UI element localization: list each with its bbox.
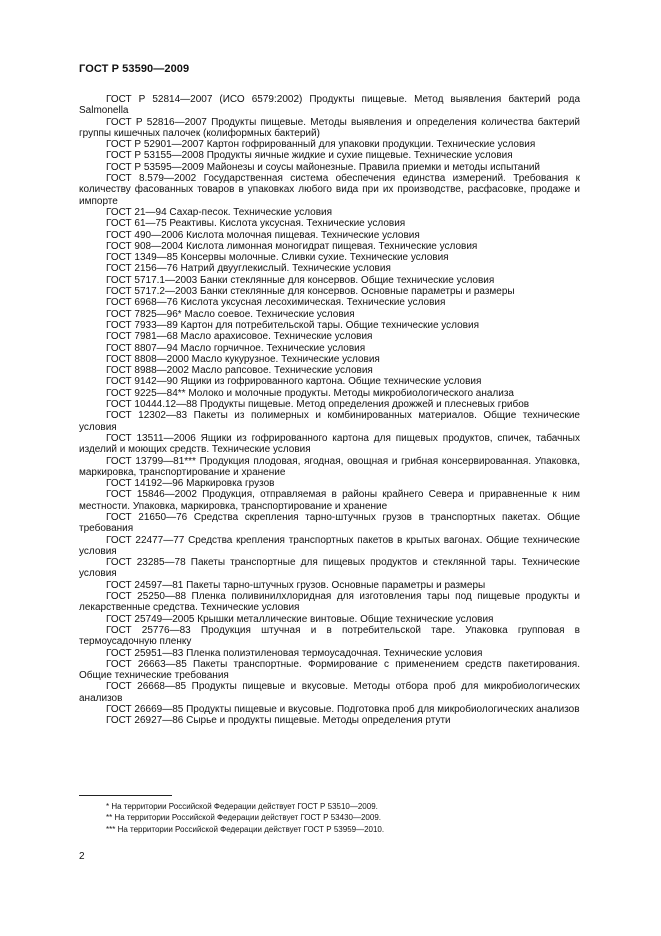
reference-item: ГОСТ 1349—85 Консервы молочные. Сливки сухие. Технические условия [106,252,449,264]
reference-item: ГОСТ 908—2004 Кислота лимонная моногидрат пищевая. Технические условия [106,240,478,252]
normative-references-list [79,94,580,727]
reference-item: ГОСТ Р 53595—2009 Майонезы и соусы майонезные. Правила приемки и методы испытаний [106,161,541,173]
reference-item: ГОСТ 26927—86 Сырье и продукты пищевые. Методы определения ртути [106,715,451,727]
reference-item: ГОСТ 10444.12—88 Продукты пищевые. Метод определения дрожжей и плесневых грибов [106,399,530,411]
reference-item: ГОСТ 25951—83 Пленка полиэтиленовая термоусадочная. Технические условия [106,647,483,659]
reference-item: ГОСТ 5717.2—2003 Банки стеклянные для консервов. Основные параметры и размеры [106,286,515,298]
reference-item: ГОСТ 15846—2002 Продукция, отправляемая в районы крайнего Севера и приравненные к ним местности. Упаковка, маркировка, транспортирование и хранение [79,489,580,512]
footnote-2: ** На территории Российской Федерации действует ГОСТ Р 53430—2009. [106,813,381,823]
reference-item: ГОСТ 8.579—2002 Государственная система обеспечения единства измерений. Требования к количеству фасованных товаров в упаковках любого вида при их производстве, расфасовке, продаже и импорте [79,173,580,207]
reference-item: ГОСТ 22477—77 Средства крепления транспортных пакетов в крытых вагонах. Общие технические условия [79,534,580,557]
reference-item: ГОСТ 8988—2002 Масло рапсовое. Технические условия [106,365,373,377]
reference-item: ГОСТ 25250—88 Пленка поливинилхлоридная для изготовления тары под пищевые продукты и лекарственные средства. Технические условия [79,591,580,614]
reference-item: ГОСТ 24597—81 Пакеты тарно-штучных грузов. Основные параметры и размеры [106,579,486,591]
document-header: ГОСТ Р 53590—2009 [79,63,190,75]
reference-item: ГОСТ 13799—81*** Продукция плодовая, ягодная, овощная и грибная консервированная. Упаковка, маркировка, транспортирование и хранение [79,455,580,478]
footnote-separator [79,795,172,796]
footnotes [106,801,384,835]
reference-item: ГОСТ 6968—76 Кислота уксусная лесохимическая. Технические условия [106,297,446,309]
reference-item: ГОСТ 13511—2006 Ящики из гофрированного картона для пищевых продуктов, спичек, табачных изделий и моющих средств. Технические условия [79,432,580,456]
footnote-3: *** На территории Российской Федерации действует ГОСТ Р 53959—2010. [106,824,385,834]
reference-item: ГОСТ Р 52814—2007 (ИСО 6579:2002) Продукты пищевые. Метод выявления бактерий рода Salmonella [79,94,580,117]
reference-item: ГОСТ 490—2006 Кислота молочная пищевая. Технические условия [106,229,420,241]
reference-item: ГОСТ 7981—68 Масло арахисовое. Технические условия [106,331,373,343]
reference-item: ГОСТ 14192—96 Маркировка грузов [106,478,275,490]
page-number: 2 [79,851,85,862]
reference-item: ГОСТ 21—94 Сахар-песок. Технические условия [106,206,333,218]
reference-item: ГОСТ Р 53155—2008 Продукты яичные жидкие и сухие пищевые. Технические условия [106,150,513,162]
reference-item: ГОСТ Р 52816—2007 Продукты пищевые. Методы выявления и определения количества бактерий группы кишечных палочек (колиформных бактерий) [79,116,580,139]
reference-item: ГОСТ 25749—2005 Крышки металлические винтовые. Общие технические условия [106,613,494,625]
reference-item: ГОСТ 5717.1—2003 Банки стеклянные для консервов. Общие технические условия [106,274,495,286]
reference-item: ГОСТ 23285—78 Пакеты транспортные для пищевых продуктов и стеклянной тары. Технические условия [79,557,580,580]
reference-item: ГОСТ 26668—85 Продукты пищевые и вкусовые. Методы отбора проб для микробиологических анализов [79,681,580,704]
reference-item: ГОСТ 26663—85 Пакеты транспортные. Формирование с применением средств пакетирования. Общие технические требования [79,658,580,682]
reference-item: ГОСТ 61—75 Реактивы. Кислота уксусная. Технические условия [106,218,406,230]
reference-item: ГОСТ 8807—94 Масло горчичное. Технические условия [106,342,366,354]
footnote-1: * На территории Российской Федерации действует ГОСТ Р 53510—2009. [106,802,378,811]
reference-item: ГОСТ 2156—76 Натрий двууглекислый. Технические условия [106,263,391,275]
reference-item: ГОСТ 21650—76 Средства скрепления тарно-штучных грузов в транспортных пакетах. Общие требования [79,511,580,535]
reference-item: ГОСТ 9142—90 Ящики из гофрированного картона. Общие технические условия [106,376,482,388]
reference-item: ГОСТ 12302—83 Пакеты из полимерных и комбинированных материалов. Общие технические условия [79,410,580,433]
reference-item: ГОСТ Р 52901—2007 Картон гофрированный для упаковки продукции. Технические условия [106,139,536,151]
reference-item: ГОСТ 7825—96* Масло соевое. Технические условия [106,308,355,320]
reference-item: ГОСТ 9225—84** Молоко и молочные продукты. Методы микробиологического анализа [106,387,514,399]
reference-item: ГОСТ 8808—2000 Масло кукурузное. Технические условия [106,353,380,365]
reference-item: ГОСТ 7933—89 Картон для потребительской тары. Общие технические условия [106,319,479,331]
reference-item: ГОСТ 25776—83 Продукция штучная и в потребительской таре. Упаковка групповая в термоусадочную пленку [79,624,580,648]
reference-item: ГОСТ 26669—85 Продукты пищевые и вкусовые. Подготовка проб для микробиологических анализов [106,704,580,716]
